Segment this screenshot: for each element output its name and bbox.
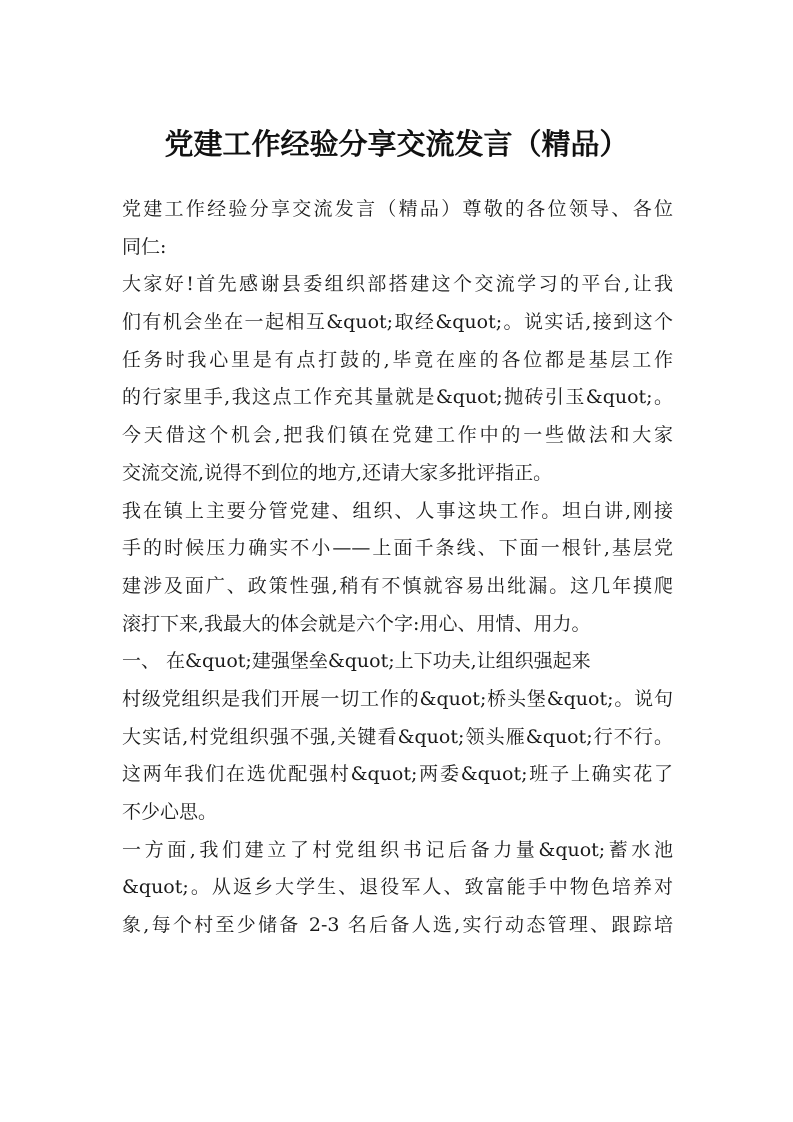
- body-line: 我在镇上主要分管党建、组织、人事这块工作。坦白讲,刚接: [122, 499, 673, 522]
- body-line: 不少心思。: [122, 801, 218, 823]
- body-line: 滚打下来,我最大的体会就是六个字:用心、用情、用力。: [122, 612, 591, 635]
- document-title: 党建工作经验分享交流发言（精品）: [164, 127, 629, 161]
- body-line: 建涉及面广、政策性强,稍有不慎就容易出纰漏。这几年摸爬: [122, 574, 673, 597]
- body-line: &quot;。从返乡大学生、退役军人、致富能手中物色培养对: [122, 876, 673, 899]
- body-line: 大家好!首先感谢县委组织部搭建这个交流学习的平台,让我: [122, 273, 673, 296]
- body-line: 今天借这个机会,把我们镇在党建工作中的一些做法和大家: [122, 424, 673, 447]
- body-line: 交流交流,说得不到位的地方,还请大家多批评指正。: [122, 461, 553, 484]
- body-line: 手的时候压力确实不小——上面千条线、下面一根针,基层党: [122, 537, 673, 560]
- body-line: 同仁:: [122, 235, 167, 258]
- body-line: 任务时我心里是有点打鼓的,毕竟在座的各位都是基层工作: [122, 348, 673, 371]
- section-heading: 一、 在&quot;建强堡垒&quot;上下功夫,让组织强起来: [122, 650, 591, 673]
- body-line: 们有机会坐在一起相互&quot;取经&quot;。说实话,接到这个: [122, 311, 673, 334]
- document-body: [122, 191, 673, 945]
- body-line: 村级党组织是我们开展一切工作的&quot;桥头堡&quot;。说句: [122, 687, 673, 710]
- body-line: 象,每个村至少储备 2-3 名后备人选,实行动态管理、跟踪培: [122, 914, 673, 937]
- body-line: 这两年我们在选优配强村&quot;两委&quot;班子上确实花了: [122, 763, 673, 786]
- body-line: 的行家里手,我这点工作充其量就是&quot;抛砖引玉&quot;。: [122, 386, 673, 409]
- body-line: 大实话,村党组织强不强,关键看&quot;领头雁&quot;行不行。: [122, 725, 673, 748]
- body-line: 党建工作经验分享交流发言（精品）尊敬的各位领导、各位: [122, 198, 673, 220]
- body-line: 一方面,我们建立了村党组织书记后备力量&quot;蓄水池: [122, 838, 673, 861]
